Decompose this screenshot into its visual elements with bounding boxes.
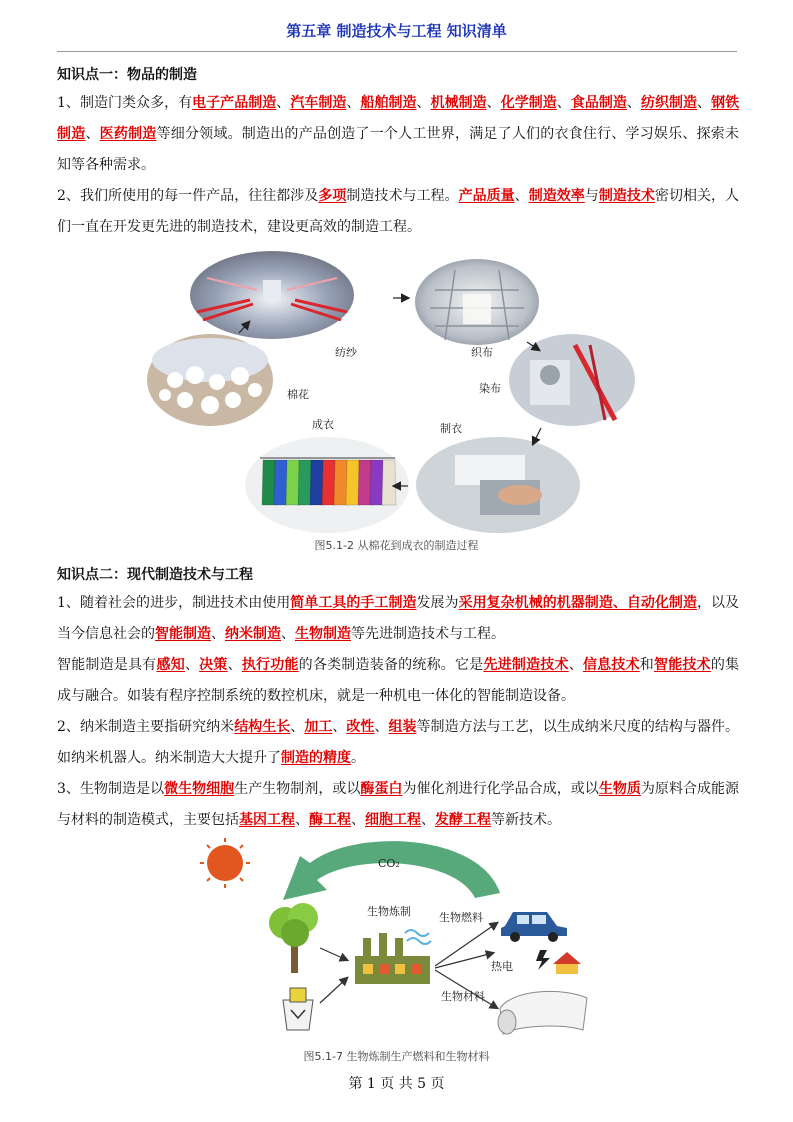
text-run: 发展为 (416, 595, 459, 611)
header-divider (57, 51, 737, 52)
highlight-term: 多项 (318, 188, 347, 204)
highlight-term: 结构生长 (234, 719, 291, 735)
section2-paragraph-2 (57, 650, 739, 712)
garment-photo (245, 437, 409, 533)
cotton-to-garment-figure (145, 250, 645, 535)
text-run: 、 (227, 657, 242, 673)
recycle-bin-icon (283, 988, 313, 1030)
shirt (382, 460, 396, 505)
text-run: 与 (584, 188, 599, 204)
highlight-term: 先进制造技术 (483, 657, 569, 673)
factory-icon (355, 930, 431, 984)
text-run: 和 (639, 657, 655, 673)
text-run: 、 (281, 626, 295, 642)
text-run: 、 (556, 95, 571, 111)
text-run: 、 (346, 95, 361, 111)
text-run: 等先进制造技术与工程。 (351, 626, 505, 642)
text-run: 密切相关，人们一直在开发更先进的制造技术，建设更高效的制造工程。 (57, 188, 740, 235)
biorefinery-figure (195, 838, 595, 1043)
figure1-caption: 图5.1-2 从棉花到成衣的制造过程 (314, 539, 479, 552)
label-co2: CO₂ (378, 857, 400, 870)
section1-title: 知识点一：物品的制造 (57, 67, 197, 83)
highlight-term: 酶蛋白 (360, 781, 403, 797)
section2-title: 知识点二：现代制造技术与工程 (57, 567, 253, 583)
car-icon (501, 912, 567, 942)
label-cogeneration: 热电 (491, 960, 513, 973)
highlight-term: 医药制造 (99, 126, 157, 142)
text-run: 为催化剂进行化学品合成，或以 (402, 781, 599, 797)
text-run: 1、随着社会的进步，制进技术由使用 (57, 595, 291, 611)
highlight-term: 生物质 (598, 781, 641, 797)
tree-icon (269, 903, 318, 973)
highlight-term: 信息技术 (582, 657, 640, 673)
sewing-photo (416, 437, 580, 533)
label-biomaterial: 生物材料 (441, 990, 485, 1003)
highlight-term: 感知 (156, 657, 185, 673)
section2-paragraph-3 (57, 712, 739, 774)
highlight-term: 制造效率 (528, 188, 585, 204)
highlight-term: 执行功能 (241, 657, 299, 673)
sun-icon (200, 838, 250, 888)
text-run: 的各类制造装备的统称。它是 (298, 657, 484, 673)
text-run: 制造技术与工程。 (346, 188, 459, 204)
label-dyeing: 染布 (479, 382, 501, 395)
highlight-term: 汽车制造 (290, 95, 347, 111)
spinning-photo (190, 251, 354, 339)
highlight-term: 智能制造 (155, 626, 211, 642)
highlight-term: 产品质量 (458, 188, 515, 204)
highlight-term: 微生物细胞 (164, 781, 235, 797)
text-run: 、 (568, 657, 583, 673)
highlight-term: 制造技术 (598, 188, 655, 204)
text-run: 2、我们所使用的每一件产品，往往都涉及 (57, 188, 319, 204)
text-run: 、 (332, 719, 347, 735)
text-run: 、 (85, 126, 100, 142)
page-footer: 第 1 页 共 5 页 (348, 1076, 445, 1092)
text-run: 、 (351, 812, 365, 828)
highlight-term: 发酵工程 (435, 812, 491, 828)
weaving-photo (415, 259, 539, 345)
text-run: 、 (290, 719, 305, 735)
text-run: 生产生物制剂，或以 (234, 781, 361, 797)
highlight-term: 决策 (199, 657, 228, 673)
text-run: 、 (486, 95, 501, 111)
label-cotton: 棉花 (287, 388, 309, 401)
highlight-term: 机械制造 (430, 95, 487, 111)
label-biofuel: 生物燃料 (439, 911, 483, 924)
section1-paragraph-1 (57, 88, 739, 181)
section2-paragraph-1 (57, 588, 739, 650)
highlight-term: 电子产品制造 (192, 95, 277, 111)
highlight-term: 加工 (304, 719, 333, 735)
text-run: 智能制造是具有 (57, 657, 157, 673)
text-run: 、 (374, 719, 389, 735)
highlight-term: 食品制造 (570, 95, 627, 111)
cotton-photo (147, 334, 273, 426)
text-run: 2、纳米制造主要指研究纳米 (57, 719, 235, 735)
text-run: ，以及当今信息社会的 (57, 595, 740, 642)
text-run: 等细分领域。制造出的产品创造了一个人工世界，满足了人们的衣食住行、学习娱乐、探索未知等各种需求。 (57, 126, 740, 173)
text-run: 3、生物制造是以 (57, 781, 165, 797)
text-run: 。 (351, 750, 365, 766)
section2-paragraph-4 (57, 774, 739, 836)
highlight-term: 生物制造 (295, 626, 351, 642)
highlight-term: 智能技术 (654, 657, 711, 673)
label-garment: 成衣 (312, 418, 334, 431)
figure2-caption: 图5.1-7 生物炼制生产燃料和生物材料 (303, 1050, 490, 1063)
text-run: 等新技术。 (491, 812, 561, 828)
page-title: 第五章 制造技术与工程 知识清单 (286, 22, 507, 40)
highlight-term: 改性 (346, 719, 375, 735)
highlight-term: 简单工具的手工制造 (290, 595, 417, 611)
section1-paragraph-2 (57, 181, 739, 243)
highlight-term: 制造的精度 (281, 750, 351, 766)
highlight-term: 纳米制造 (225, 626, 281, 642)
dyeing-photo (509, 334, 635, 426)
label-biorefinery: 生物炼制 (367, 905, 411, 918)
highlight-term: 采用复杂机械的机器制造、自动化制造 (458, 595, 697, 611)
text-run: 、 (184, 657, 200, 673)
text-run: 、 (514, 188, 529, 204)
power-house-icon (536, 950, 581, 974)
text-run: 为原料合成能源与材料的制造模式，主要包括 (57, 781, 740, 828)
text-run: 、 (416, 95, 431, 111)
co2-cycle-arrow (283, 841, 500, 900)
highlight-term: 钢铁制造 (57, 95, 740, 142)
highlight-term: 细胞工程 (365, 812, 421, 828)
text-run: 、 (626, 95, 641, 111)
label-weaving: 织布 (471, 346, 493, 359)
label-sewing: 制衣 (440, 422, 462, 435)
text-run: 、 (421, 812, 435, 828)
label-spinning: 纺纱 (335, 346, 357, 359)
text-run: 等制造方法与工艺，以生成纳米尺度的结构与器件。如纳米机器人。纳米制造大大提升了 (57, 719, 740, 766)
highlight-term: 组装 (388, 719, 417, 735)
paper-roll-icon (498, 991, 587, 1034)
text-run: 、 (697, 95, 712, 111)
text-run: 的集成与融合。如装有程序控制系统的数控机床，就是一种机电一体化的智能制造设备。 (57, 657, 740, 704)
text-run: 、 (211, 626, 225, 642)
highlight-term: 船舶制造 (360, 95, 417, 111)
text-run: 1、制造门类众多，有 (57, 95, 193, 111)
text-run: 、 (276, 95, 291, 111)
highlight-term: 纺织制造 (640, 95, 698, 111)
highlight-term: 酶工程 (309, 812, 351, 828)
highlight-term: 基因工程 (239, 812, 295, 828)
highlight-term: 化学制造 (500, 95, 557, 111)
text-run: 、 (295, 812, 309, 828)
